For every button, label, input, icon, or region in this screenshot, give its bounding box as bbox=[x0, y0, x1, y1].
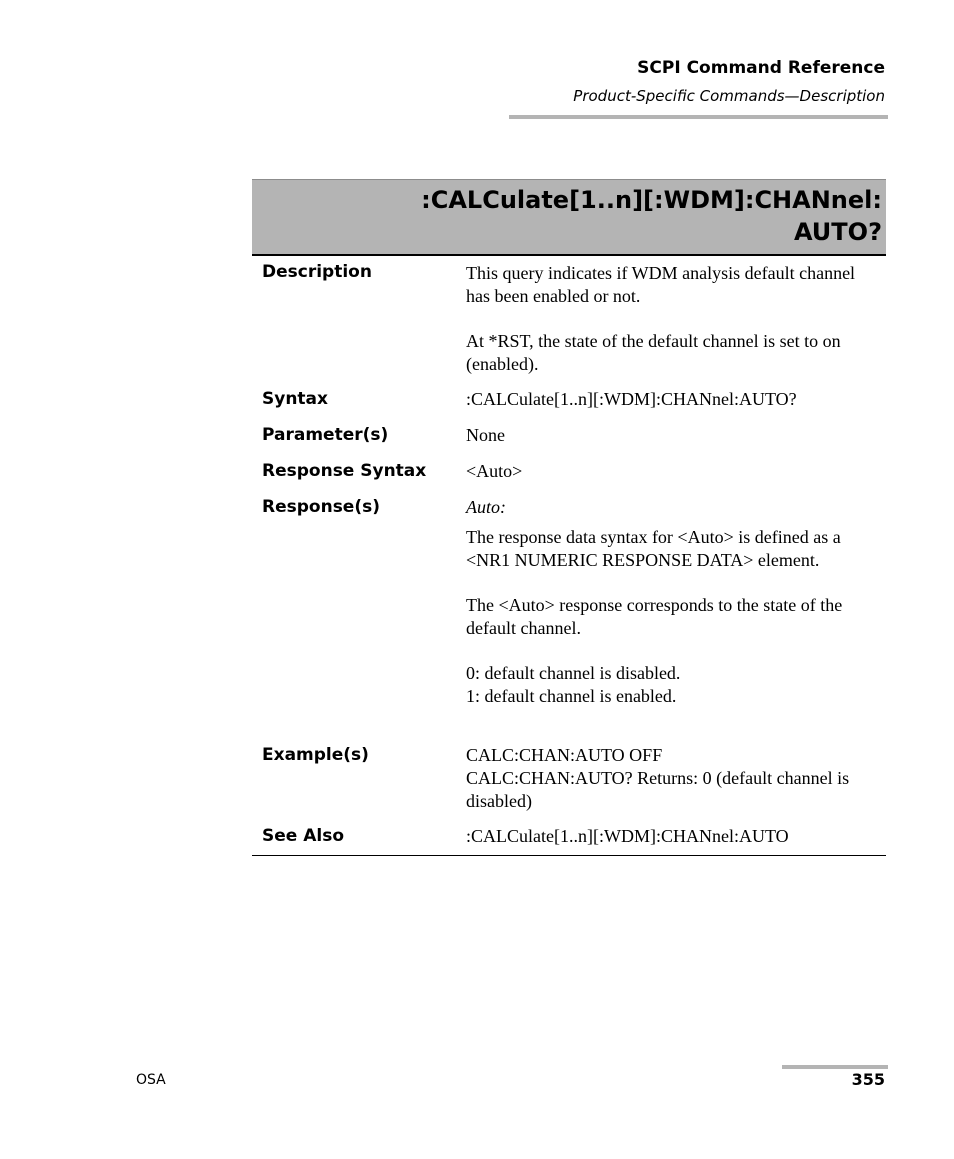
footer-product: OSA bbox=[136, 1072, 166, 1088]
description-label: Description bbox=[262, 262, 372, 282]
examples-value bbox=[466, 744, 881, 813]
response-name: Auto: bbox=[466, 497, 506, 517]
syntax-label: Syntax bbox=[262, 389, 328, 409]
syntax-value: :CALCulate[1..n][:WDM]:CHANnel:AUTO? bbox=[466, 389, 797, 409]
header-title: SCPI Command Reference bbox=[637, 58, 885, 78]
examples-label: Example(s) bbox=[262, 745, 369, 765]
header-subtitle: Product-Specific Commands—Description bbox=[573, 87, 885, 105]
header-rule bbox=[509, 115, 888, 119]
command-title bbox=[421, 184, 882, 248]
response-meaning: The <Auto> response corresponds to the state of the default channel. bbox=[466, 595, 843, 638]
command-title-box bbox=[252, 179, 886, 256]
table-bottom-rule bbox=[252, 855, 886, 856]
page-number: 355 bbox=[851, 1070, 885, 1089]
responses-value bbox=[466, 496, 881, 708]
response-syntax-value: <Auto> bbox=[466, 461, 523, 481]
example-line-2: CALC:CHAN:AUTO? Returns: 0 (default channel is disabled) bbox=[466, 768, 850, 811]
see-also-value: :CALCulate[1..n][:WDM]:CHANnel:AUTO bbox=[466, 826, 789, 846]
description-value bbox=[466, 262, 881, 376]
description-rst-text: At *RST, the state of the default channel is set to on (enabled). bbox=[466, 331, 841, 374]
response-syntax-label: Response Syntax bbox=[262, 461, 427, 481]
parameters-label: Parameter(s) bbox=[262, 425, 389, 445]
responses-label: Response(s) bbox=[262, 497, 380, 517]
footer-rule bbox=[782, 1065, 888, 1069]
response-definition: The response data syntax for <Auto> is defined as a <NR1 NUMERIC RESPONSE DATA> element. bbox=[466, 527, 841, 570]
see-also-label: See Also bbox=[262, 826, 345, 846]
example-line-1: CALC:CHAN:AUTO OFF bbox=[466, 745, 663, 765]
response-value-0: 0: default channel is disabled. bbox=[466, 663, 681, 683]
command-title-line-1: :CALCulate[1..n][:WDM]:CHANnel: bbox=[421, 186, 882, 214]
command-title-line-2: AUTO? bbox=[793, 218, 882, 246]
description-text: This query indicates if WDM analysis default channel has been enabled or not. bbox=[466, 263, 856, 306]
parameters-value: None bbox=[466, 425, 505, 445]
response-value-1: 1: default channel is enabled. bbox=[466, 686, 677, 706]
